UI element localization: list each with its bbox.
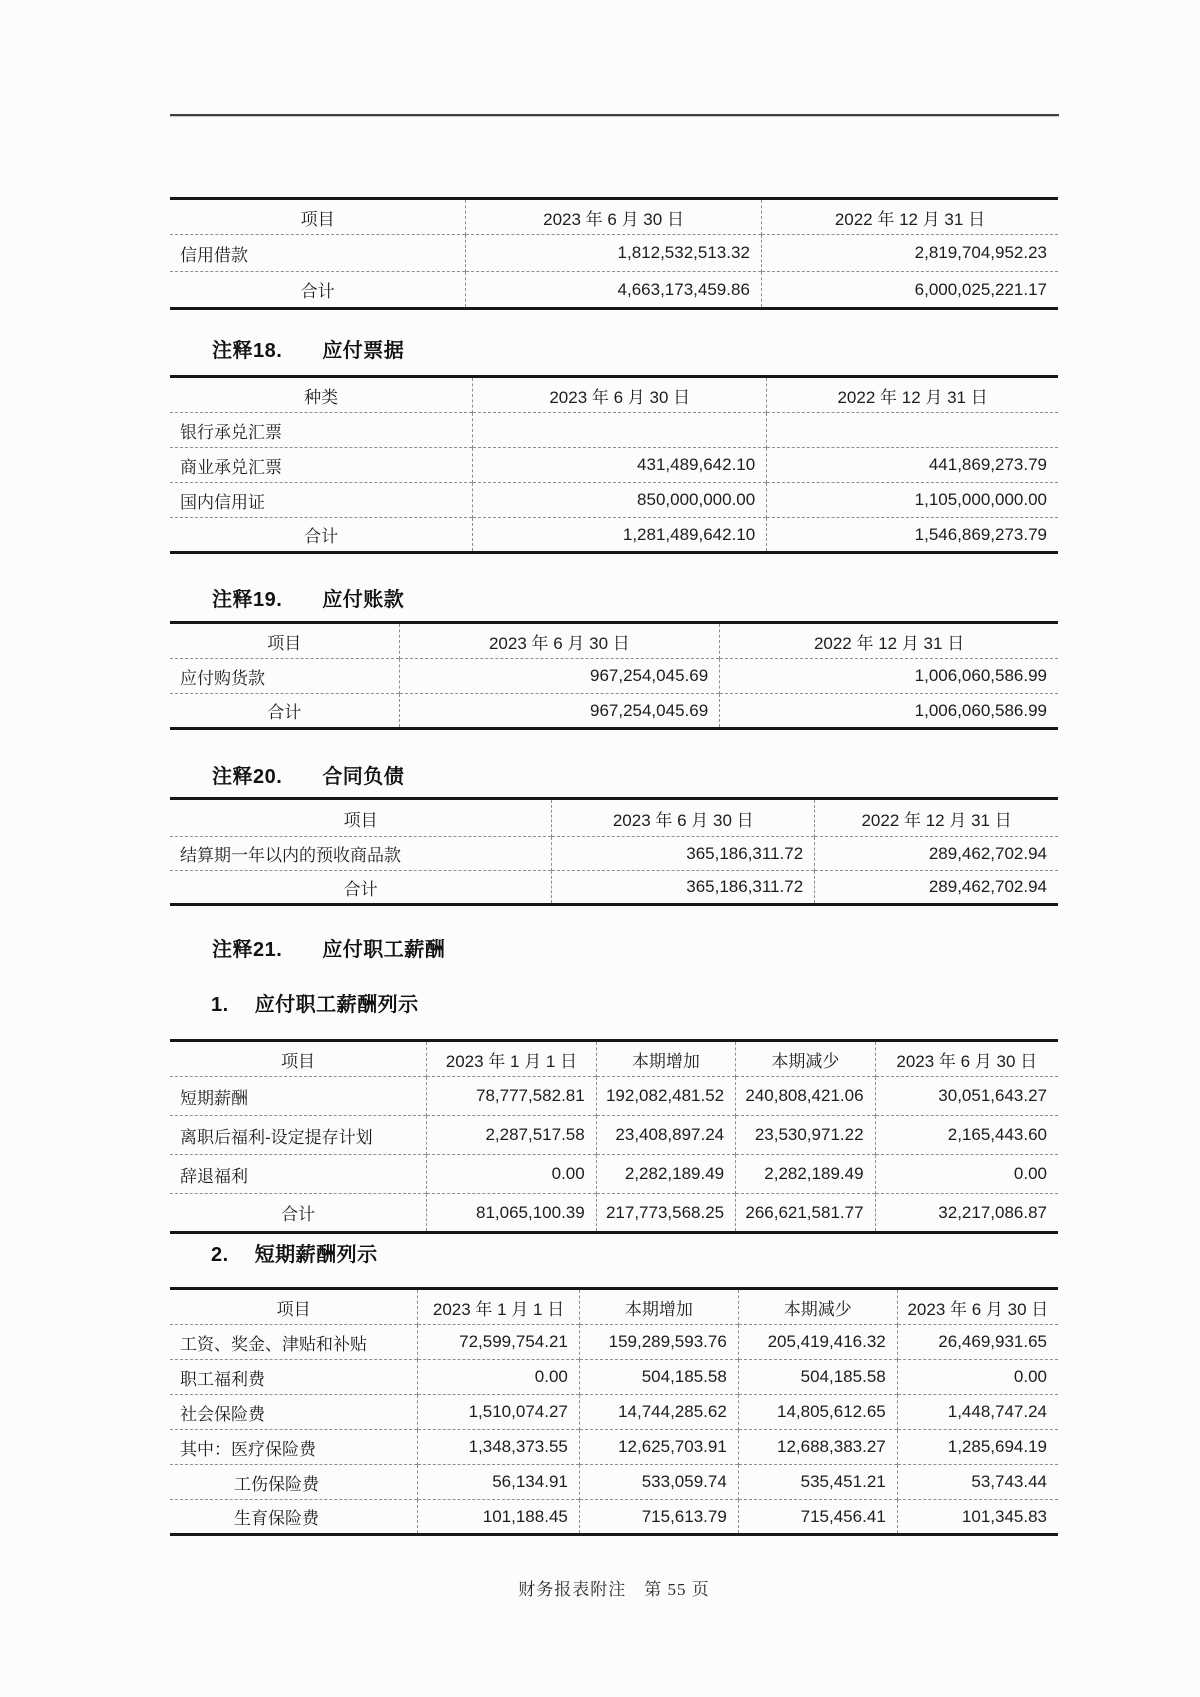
column-header: 本期减少 [738, 1289, 897, 1325]
section-number: 注释18. [212, 340, 283, 362]
column-header: 种类 [304, 387, 339, 407]
column-header: 2022 年 12 月 31 日 [720, 623, 1058, 659]
cell-value: 101,345.83 [897, 1500, 1058, 1535]
cell-value: 441,869,273.79 [767, 448, 1058, 483]
column-header: 项目 [276, 1299, 311, 1319]
column-header: 项目 [281, 1051, 316, 1071]
cell-value: 53,743.44 [897, 1465, 1058, 1500]
cell-value: 365,186,311.72 [552, 837, 815, 871]
cell-value: 289,462,702.94 [815, 837, 1058, 871]
table-row [170, 1155, 1058, 1194]
cell-value: 205,419,416.32 [738, 1325, 897, 1360]
column-header: 2022 年 12 月 31 日 [761, 199, 1058, 235]
column-header: 本期减少 [736, 1041, 875, 1077]
section-title: 应付账款 [322, 589, 405, 611]
cell-value: 217,773,568.25 [596, 1194, 735, 1233]
table-total-row [170, 272, 1058, 309]
column-header: 2023 年 6 月 30 日 [466, 199, 762, 235]
subsection-title: 短期薪酬列示 [254, 1244, 378, 1266]
column-header: 项目 [267, 633, 302, 653]
cell-value: 1,510,074.27 [418, 1395, 580, 1430]
cell-value: 1,105,000,000.00 [767, 483, 1058, 518]
note19-heading [212, 583, 404, 612]
column-header: 项目 [300, 209, 335, 229]
section-number: 注释19. [212, 589, 283, 611]
cell-value: 6,000,025,221.17 [761, 272, 1058, 309]
table-row [170, 1430, 1058, 1465]
cell-value: 1,006,060,586.99 [720, 659, 1058, 694]
table-row [170, 1500, 1058, 1535]
row-label: 国内信用证 [170, 483, 473, 518]
cell-value: 56,134.91 [418, 1465, 580, 1500]
table-notes-payable [170, 375, 1058, 554]
cell-value: 101,188.45 [418, 1500, 580, 1535]
cell-value: 32,217,086.87 [875, 1194, 1058, 1233]
table-total-row [170, 871, 1058, 905]
column-header: 2023 年 6 月 30 日 [399, 623, 720, 659]
section-title: 应付职工薪酬 [322, 939, 446, 961]
column-header: 本期增加 [579, 1289, 738, 1325]
cell-value: 78,777,582.81 [427, 1077, 597, 1116]
cell-value: 289,462,702.94 [815, 871, 1058, 905]
table-row [170, 448, 1058, 483]
cell-value: 14,744,285.62 [579, 1395, 738, 1430]
table-row [170, 235, 1058, 272]
cell-value: 504,185.58 [579, 1360, 738, 1395]
note21-sub2-heading [211, 1238, 378, 1267]
page-footer: 财务报表附注 第 55 页 [518, 1580, 710, 1599]
column-header: 2023 年 6 月 30 日 [473, 377, 767, 413]
section-title: 应付票据 [322, 340, 405, 362]
row-label: 辞退福利 [170, 1155, 427, 1194]
table-row [170, 413, 1058, 448]
table-row [170, 659, 1058, 694]
table-header-row [170, 199, 1058, 235]
table-row [170, 1465, 1058, 1500]
table-header-row [170, 799, 1058, 837]
cell-value: 2,165,443.60 [875, 1116, 1058, 1155]
note21-heading [212, 933, 445, 962]
row-label: 结算期一年以内的预收商品款 [170, 837, 552, 871]
table-row [170, 1116, 1058, 1155]
row-label: 合计 [170, 518, 473, 553]
cell-value: 23,408,897.24 [596, 1116, 735, 1155]
column-header: 2023 年 6 月 30 日 [875, 1041, 1058, 1077]
row-label: 短期薪酬 [170, 1077, 427, 1116]
row-label: 工伤保险费 [170, 1465, 418, 1500]
table-row [170, 483, 1058, 518]
table-contract-liabilities [170, 797, 1058, 906]
cell-value: 715,613.79 [579, 1500, 738, 1535]
row-label: 合计 [170, 694, 399, 729]
row-label: 信用借款 [170, 235, 466, 272]
table-header-row [170, 1289, 1058, 1325]
cell-value: 12,625,703.91 [579, 1430, 738, 1465]
section-number: 注释20. [212, 766, 283, 788]
cell-value [473, 413, 767, 448]
table-total-row [170, 1194, 1058, 1233]
column-header: 2022 年 12 月 31 日 [815, 799, 1058, 837]
column-header: 2023 年 1 月 1 日 [427, 1041, 597, 1077]
row-label: 合计 [170, 272, 466, 309]
cell-value: 365,186,311.72 [552, 871, 815, 905]
row-label: 社会保险费 [170, 1395, 418, 1430]
cell-value: 1,546,869,273.79 [767, 518, 1058, 553]
cell-value: 967,254,045.69 [399, 659, 720, 694]
section-number: 注释21. [212, 939, 283, 961]
row-label: 合计 [170, 1194, 427, 1233]
cell-value: 4,663,173,459.86 [466, 272, 762, 309]
cell-value: 1,448,747.24 [897, 1395, 1058, 1430]
cell-value: 2,287,517.58 [427, 1116, 597, 1155]
cell-value: 12,688,383.27 [738, 1430, 897, 1465]
cell-value: 266,621,581.77 [736, 1194, 875, 1233]
column-header: 2023 年 6 月 30 日 [897, 1289, 1058, 1325]
cell-value: 1,006,060,586.99 [720, 694, 1058, 729]
table-row [170, 1325, 1058, 1360]
cell-value: 2,819,704,952.23 [761, 235, 1058, 272]
cell-value: 72,599,754.21 [418, 1325, 580, 1360]
row-label: 生育保险费 [170, 1500, 418, 1535]
cell-value: 1,281,489,642.10 [473, 518, 767, 553]
cell-value: 1,285,694.19 [897, 1430, 1058, 1465]
subsection-number: 1. [211, 994, 229, 1016]
cell-value: 0.00 [897, 1360, 1058, 1395]
column-header: 2022 年 12 月 31 日 [767, 377, 1058, 413]
cell-value: 535,451.21 [738, 1465, 897, 1500]
cell-value: 0.00 [418, 1360, 580, 1395]
cell-value: 715,456.41 [738, 1500, 897, 1535]
column-header: 2023 年 1 月 1 日 [418, 1289, 580, 1325]
table-header-row [170, 623, 1058, 659]
cell-value [767, 413, 1058, 448]
subsection-number: 2. [211, 1244, 229, 1266]
row-label: 其中：医疗保险费 [170, 1430, 418, 1465]
row-label: 工资、奖金、津贴和补贴 [170, 1325, 418, 1360]
cell-value: 850,000,000.00 [473, 483, 767, 518]
column-header: 2023 年 6 月 30 日 [552, 799, 815, 837]
page-header-rule [170, 114, 1059, 116]
table-row [170, 1360, 1058, 1395]
section-title: 合同负债 [322, 766, 405, 788]
row-label: 应付购货款 [170, 659, 399, 694]
row-label: 职工福利费 [170, 1360, 418, 1395]
table-header-row [170, 1041, 1058, 1077]
table-employee-compensation [170, 1039, 1058, 1234]
cell-value: 2,282,189.49 [596, 1155, 735, 1194]
cell-value: 81,065,100.39 [427, 1194, 597, 1233]
column-header: 本期增加 [596, 1041, 735, 1077]
table-borrowings-continued [170, 197, 1058, 310]
cell-value: 1,348,373.55 [418, 1430, 580, 1465]
cell-value: 967,254,045.69 [399, 694, 720, 729]
cell-value: 192,082,481.52 [596, 1077, 735, 1116]
cell-value: 26,469,931.65 [897, 1325, 1058, 1360]
table-row [170, 1395, 1058, 1430]
table-short-term-compensation [170, 1287, 1058, 1536]
cell-value: 533,059.74 [579, 1465, 738, 1500]
row-label: 合计 [170, 871, 552, 905]
cell-value: 30,051,643.27 [875, 1077, 1058, 1116]
cell-value: 23,530,971.22 [736, 1116, 875, 1155]
table-total-row [170, 518, 1058, 553]
cell-value: 0.00 [875, 1155, 1058, 1194]
cell-value: 0.00 [427, 1155, 597, 1194]
column-header: 项目 [343, 810, 378, 830]
cell-value: 14,805,612.65 [738, 1395, 897, 1430]
table-row [170, 1077, 1058, 1116]
row-label: 商业承兑汇票 [170, 448, 473, 483]
note20-heading [212, 760, 404, 789]
subsection-title: 应付职工薪酬列示 [254, 994, 419, 1016]
cell-value: 240,808,421.06 [736, 1077, 875, 1116]
row-label: 银行承兑汇票 [170, 413, 473, 448]
note18-heading [212, 334, 404, 363]
cell-value: 431,489,642.10 [473, 448, 767, 483]
table-total-row [170, 694, 1058, 729]
cell-value: 504,185.58 [738, 1360, 897, 1395]
note21-sub1-heading [211, 988, 419, 1017]
cell-value: 159,289,593.76 [579, 1325, 738, 1360]
row-label: 离职后福利-设定提存计划 [170, 1116, 427, 1155]
table-header-row [170, 377, 1058, 413]
cell-value: 2,282,189.49 [736, 1155, 875, 1194]
cell-value: 1,812,532,513.32 [466, 235, 762, 272]
table-accounts-payable [170, 621, 1058, 730]
table-row [170, 837, 1058, 871]
